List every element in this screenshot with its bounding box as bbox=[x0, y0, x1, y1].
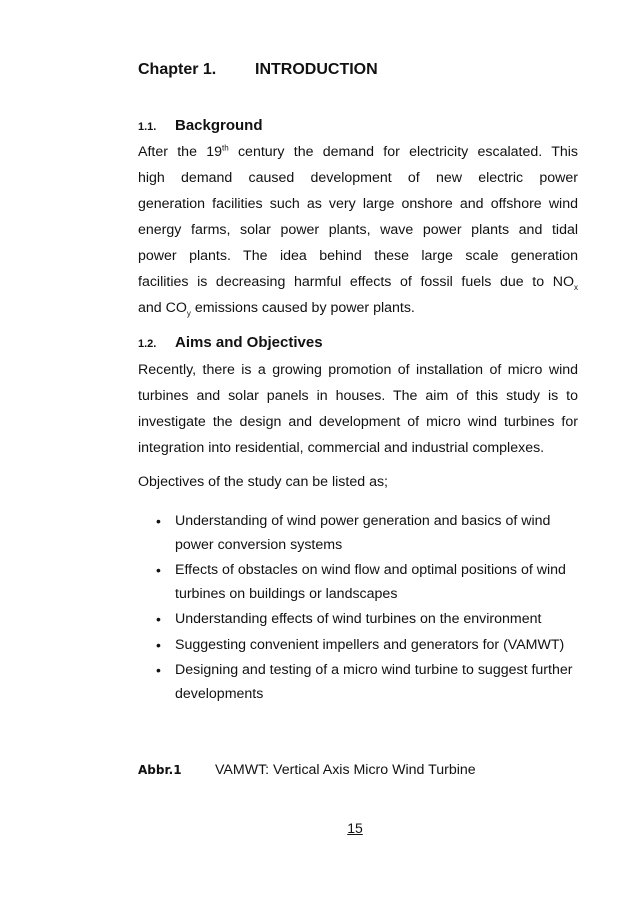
paragraph-line: investigate the design and development of micro wind turbines for bbox=[138, 414, 578, 430]
abbreviation-note bbox=[138, 762, 476, 778]
paragraph-line: high demand caused development of new electric power bbox=[138, 170, 578, 186]
chapter-heading bbox=[138, 61, 378, 79]
list-item: • Suggesting convenient impellers and generators for (VAMWT) bbox=[138, 634, 578, 658]
paragraph-line: After the 19th century the demand for electricity escalated. This bbox=[138, 143, 578, 160]
chapter-number: Chapter 1. bbox=[138, 61, 217, 78]
list-item: • Understanding effects of wind turbines on the environment bbox=[138, 608, 578, 632]
list-item: • Understanding of wind power generation and basics of wind power conversion systems bbox=[138, 510, 578, 557]
list-item: • Effects of obstacles on wind flow and optimal positions of wind turbines on buildings or landscapes bbox=[138, 559, 578, 606]
bullet-icon: • bbox=[156, 636, 161, 653]
paragraph-line: and $CO_y$ emissions caused by power plants. bbox=[138, 300, 415, 318]
paragraph-line: turbines and solar panels in houses. The aim of this study is to bbox=[138, 388, 578, 404]
objectives-list bbox=[138, 510, 578, 708]
section-heading-background bbox=[138, 117, 263, 134]
section-number: 1.1. bbox=[138, 121, 157, 133]
paragraph-line: power plants. The idea behind these large scale generation bbox=[138, 248, 578, 264]
abbreviation-tag: Abbr.1 bbox=[138, 763, 182, 777]
paragraph-line: facilities is decreasing harmful effects of fossil fuels due to $NO_x$ bbox=[138, 274, 578, 292]
paragraph-line: energy farms, solar power plants, wave power plants and tidal bbox=[138, 222, 578, 238]
paragraph-line: generation facilities such as very large onshore and offshore wind bbox=[138, 196, 578, 212]
background-paragraph bbox=[138, 139, 578, 321]
bullet-icon: • bbox=[156, 611, 161, 627]
paragraph-line: integration into residential, commercial and industrial complexes. bbox=[138, 440, 545, 456]
list-item: • Designing and testing of a micro wind turbine to suggest further developments bbox=[138, 659, 578, 706]
section-title: Background bbox=[175, 117, 263, 134]
abbreviation-text: VAMWT: Vertical Axis Micro Wind Turbine bbox=[215, 762, 476, 778]
section-title: Aims and Objectives bbox=[175, 334, 323, 351]
page-number: 15 bbox=[347, 820, 363, 836]
aims-paragraph bbox=[138, 357, 578, 461]
objectives-intro: Objectives of the study can be listed as; bbox=[138, 474, 388, 490]
chapter-title: INTRODUCTION bbox=[255, 61, 378, 78]
bullet-icon: • bbox=[156, 513, 161, 529]
section-heading-aims bbox=[138, 334, 323, 351]
section-number: 1.2. bbox=[138, 338, 157, 350]
bullet-icon: • bbox=[156, 562, 161, 578]
bullet-icon: • bbox=[156, 662, 161, 678]
paragraph-line: Recently, there is a growing promotion of installation of micro wind bbox=[138, 362, 578, 378]
